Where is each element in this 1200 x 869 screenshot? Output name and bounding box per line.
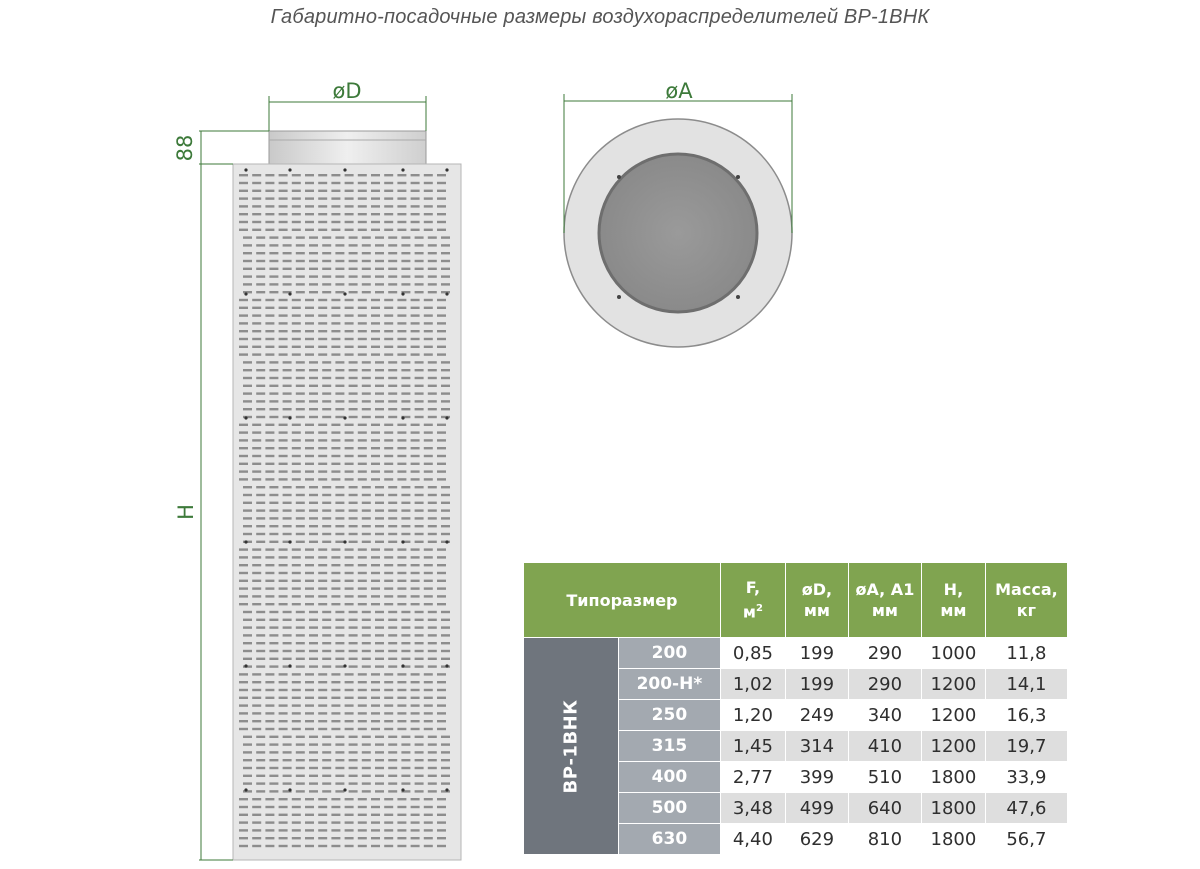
dimension-a-label: øA — [665, 79, 693, 103]
mass-cell: 19,7 — [985, 731, 1067, 762]
d-cell: 199 — [785, 669, 848, 700]
size-cell: 200-Н* — [618, 669, 720, 700]
dimension-h — [199, 164, 233, 860]
dimension-collar-label: 88 — [173, 134, 197, 162]
header-h: H, мм — [921, 563, 985, 638]
header-a: øA, A1 мм — [848, 563, 921, 638]
d-cell: 399 — [785, 762, 848, 793]
inner-disc — [599, 154, 757, 312]
a-cell: 340 — [848, 700, 921, 731]
mass-cell: 14,1 — [985, 669, 1067, 700]
header-mass: Масса, кг — [985, 563, 1067, 638]
f-cell: 4,40 — [720, 824, 785, 855]
diffuser-body — [233, 164, 461, 860]
d-cell: 249 — [785, 700, 848, 731]
f-cell: 1,45 — [720, 731, 785, 762]
dimension-d-label: øD — [332, 79, 362, 103]
a-cell: 410 — [848, 731, 921, 762]
h-cell: 1800 — [921, 793, 985, 824]
d-cell: 629 — [785, 824, 848, 855]
page-title: Габаритно-посадочные размеры воздухораспределителей ВР-1ВНК — [270, 6, 930, 28]
a-cell: 290 — [848, 638, 921, 669]
a-cell: 640 — [848, 793, 921, 824]
h-cell: 1200 — [921, 731, 985, 762]
table-header-row — [524, 563, 1068, 638]
f-cell: 1,20 — [720, 700, 785, 731]
size-cell: 250 — [618, 700, 720, 731]
h-cell: 1200 — [921, 669, 985, 700]
h-cell: 1200 — [921, 700, 985, 731]
table-row — [524, 638, 1068, 669]
a-cell: 810 — [848, 824, 921, 855]
size-cell: 500 — [618, 793, 720, 824]
f-cell: 0,85 — [720, 638, 785, 669]
header-size: Типоразмер — [524, 563, 721, 638]
model-cell: ВР-1ВНК — [524, 638, 619, 855]
mass-cell: 33,9 — [985, 762, 1067, 793]
size-cell: 315 — [618, 731, 720, 762]
collar — [269, 131, 426, 164]
header-d: øD, мм — [785, 563, 848, 638]
dimension-h-label: H — [174, 504, 198, 520]
size-cell: 630 — [618, 824, 720, 855]
dimension-collar — [199, 131, 269, 164]
f-cell: 2,77 — [720, 762, 785, 793]
a-cell: 510 — [848, 762, 921, 793]
spec-table — [523, 562, 1068, 855]
d-cell: 499 — [785, 793, 848, 824]
h-cell: 1800 — [921, 824, 985, 855]
h-cell: 1000 — [921, 638, 985, 669]
mass-cell: 11,8 — [985, 638, 1067, 669]
mass-cell: 56,7 — [985, 824, 1067, 855]
d-cell: 199 — [785, 638, 848, 669]
h-cell: 1800 — [921, 762, 985, 793]
f-cell: 3,48 — [720, 793, 785, 824]
a-cell: 290 — [848, 669, 921, 700]
header-f: F, $м^2$ — [720, 563, 785, 638]
mass-cell: 16,3 — [985, 700, 1067, 731]
size-cell: 200 — [618, 638, 720, 669]
mass-cell: 47,6 — [985, 793, 1067, 824]
size-cell: 400 — [618, 762, 720, 793]
d-cell: 314 — [785, 731, 848, 762]
f-cell: 1,02 — [720, 669, 785, 700]
